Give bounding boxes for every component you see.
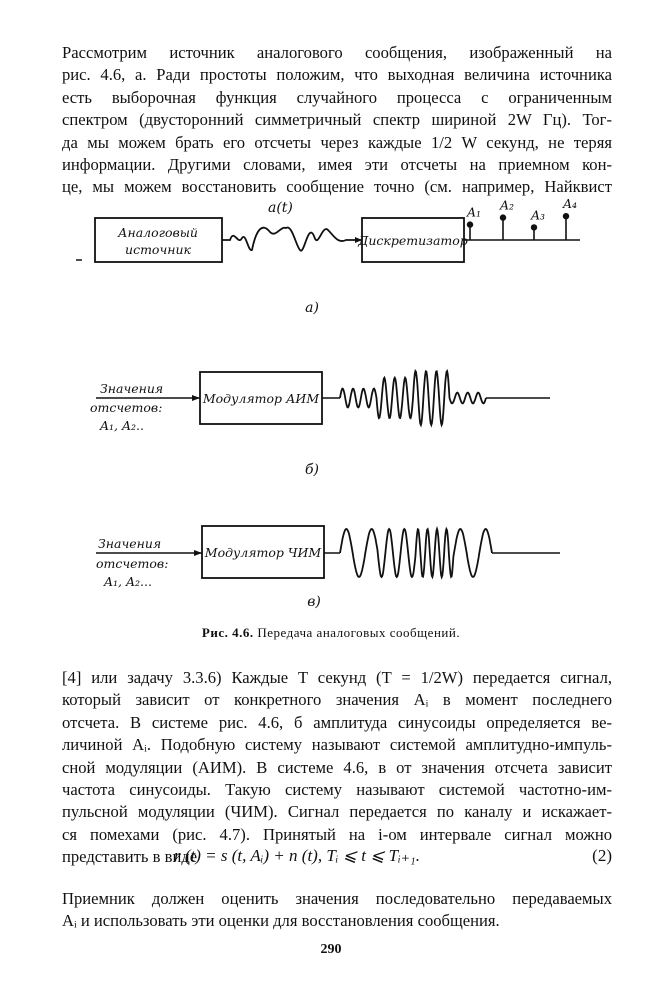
sample-label: A₄	[563, 196, 578, 212]
text-line: пульсной модуляции (ЧИМ). Сигнал передается по каналу и искажает-	[62, 802, 612, 822]
diagram-c	[96, 526, 560, 610]
caption-label: Рис. 4.6.	[201, 625, 254, 640]
figure-caption	[0, 625, 662, 641]
text-line: це, мы можем восстановить сообщение точно (см. например, Найквист	[62, 177, 612, 197]
sampler-box-label: Дискретизатор	[358, 233, 468, 248]
text-line: спектром (двусторонний симметричный спектр шириной 2W Гц). Тог-	[62, 110, 612, 130]
pam-waveform	[340, 371, 486, 425]
text-line: представить в виде	[62, 847, 198, 867]
fm-modulator-label: Модулятор ЧИМ	[204, 545, 322, 560]
figure-4-6	[0, 185, 662, 645]
text-line: [4] или задачу 3.3.6) Каждые T секунд (T = 1/2W) передается сигнал,	[62, 668, 612, 687]
text-line: отсчета. В системе рис. 4.6, б амплитуда синусоиды определяется ве-	[62, 712, 612, 732]
input-label-line3: A₁, A₂...	[104, 574, 152, 589]
sample-stems	[466, 196, 577, 240]
text-line: да мы можем брать его отсчеты через каждые 1/2 W секунд, не теряя	[62, 132, 612, 152]
text-line: личиной Aᵢ. Подобную систему называют системой амплитудно-импуль-	[62, 735, 612, 755]
source-box-line2: источник	[125, 242, 191, 257]
text-line: информации. Другими словами, имея эти отсчеты на приемном кон-	[62, 155, 612, 175]
sample-label: A₂	[500, 197, 515, 213]
text-line: ся помехами (рис. 4.7). Принятый на i-ом интервале сигнал можно	[62, 824, 612, 844]
equation-number: (2)	[592, 846, 612, 865]
sample-label: A₃	[531, 207, 546, 223]
input-label-line2: отсчетов:	[96, 556, 169, 571]
input-label-line1: Значения	[100, 381, 164, 396]
text-line: Приемник должен оценить значения последовательно передаваемых	[62, 889, 612, 908]
equation-2	[62, 846, 614, 870]
text-line: есть выборочная функция случайного процесса с ограниченным	[62, 87, 612, 107]
paragraph-1	[62, 42, 612, 199]
subfigure-label-c: в)	[307, 594, 321, 610]
pfm-waveform	[340, 529, 492, 577]
sample-dot	[531, 224, 537, 230]
caption-text: Передача аналоговых сообщений.	[257, 625, 461, 640]
text-line: Aᵢ и использовать эти оценки для восстановления сообщения.	[62, 911, 500, 931]
sample-dot	[467, 221, 473, 227]
sample-label: A₁	[467, 204, 482, 220]
text-line: Рассмотрим источник аналогового сообщения, изображенный на	[62, 43, 612, 62]
analog-signal-waveform	[222, 228, 362, 251]
paragraph-3	[62, 888, 612, 933]
text-line: который зависит от конкретного значения Aᵢ в момент последнего	[62, 690, 612, 710]
diagram-b	[90, 371, 550, 478]
input-label-line1: Значения	[98, 536, 162, 551]
sample-dot	[500, 214, 506, 220]
input-label-line3: A₁, A₂..	[100, 418, 144, 433]
subfigure-label-b: б)	[304, 462, 320, 478]
paragraph-2	[62, 667, 612, 869]
text-line: сной модуляции (АИМ). В системе 4.6, в от значения отсчета зависит	[62, 757, 612, 777]
equation-body: r (t) = s (t, Aᵢ) + n (t), Tᵢ ⩽ t ⩽ Tᵢ₊₁.	[174, 846, 420, 865]
text-line: рис. 4.6, а. Ради простоты положим, что выходная величина источника	[62, 65, 612, 85]
diagram-a	[76, 196, 580, 316]
signal-label-a-t: a(t)	[268, 200, 293, 216]
subfigure-label-a: а)	[305, 300, 319, 316]
page-number: 290	[320, 942, 342, 957]
text-line: частота синусоиды. Такую систему называют системой частотно-им-	[62, 780, 612, 800]
am-modulator-label: Модулятор АИМ	[202, 391, 320, 406]
source-box-line1: Аналоговый	[118, 225, 198, 240]
sample-dot	[563, 213, 569, 219]
input-label-line2: отсчетов:	[90, 400, 163, 415]
